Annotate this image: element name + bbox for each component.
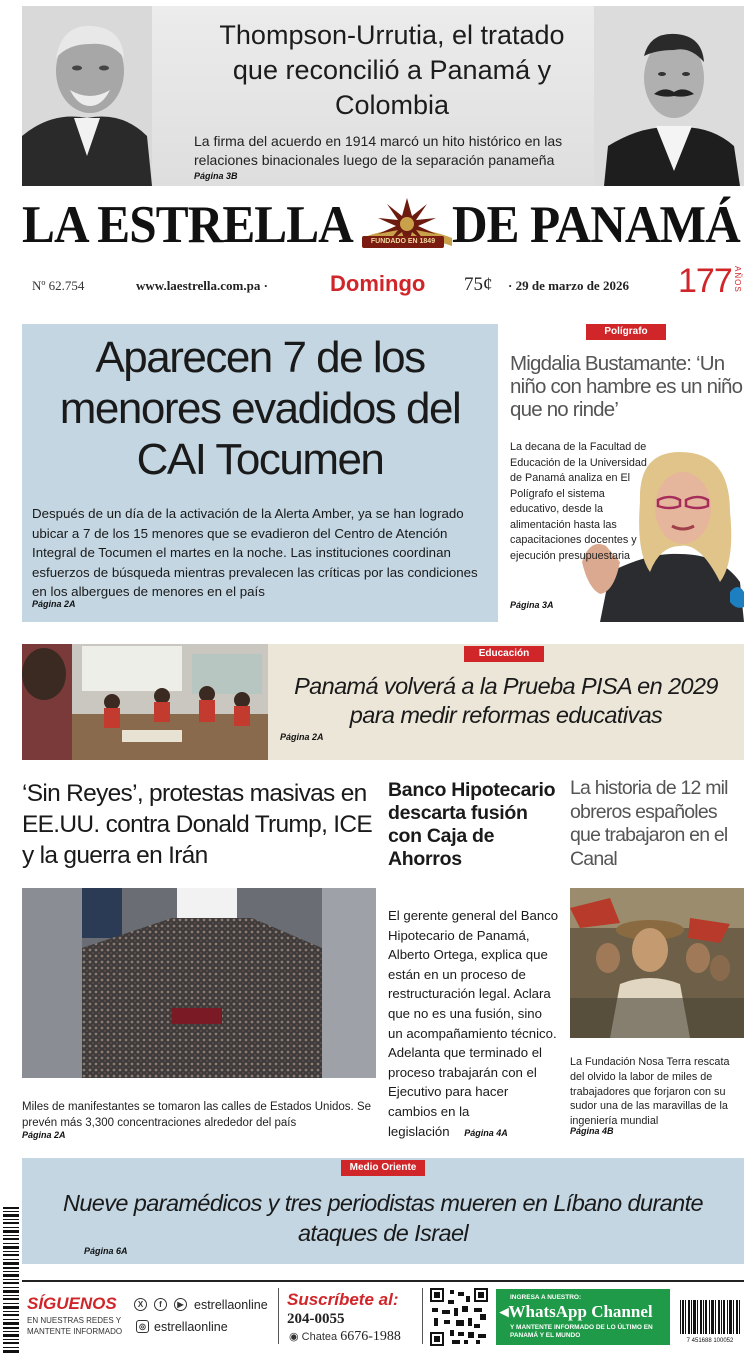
footer [22, 1280, 750, 1350]
lead-story-headline[interactable]: Aparecen 7 de los menores evadidos del CAI Tocumen [59, 333, 461, 484]
follow-us-title: SÍGUENOS [27, 1294, 117, 1313]
top-story-deck: La firma del acuerdo en 1914 marcó un hito histórico en las relaciones binacionales luego de la separación panameña [194, 133, 563, 168]
info-bar [22, 262, 744, 302]
footer-separator [422, 1288, 423, 1344]
weekday-label: Domingo [330, 271, 426, 296]
top-story-page-ref: Página 3B [194, 171, 238, 181]
banco-page-ref: Página 4A [464, 1127, 508, 1138]
medio-oriente-headline[interactable]: Nueve paramédicos y tres periodistas mueren en Líbano durante ataques de Israel [62, 1190, 704, 1246]
chat-line[interactable] [289, 1329, 401, 1345]
chat-number: 6676-1988 [340, 1329, 401, 1344]
masthead[interactable] [22, 196, 744, 254]
footer-divider [22, 1280, 744, 1282]
date-label: · 29 de marzo de 2026 [508, 278, 629, 293]
subscribe-title: Suscríbete al: [287, 1290, 399, 1309]
subscribe-phone[interactable]: 204-0055 [287, 1311, 345, 1327]
social-handle-instagram[interactable]: estrellaonline [154, 1320, 228, 1334]
masthead-title-right: DE PANAMÁ [452, 196, 740, 254]
social-handle-primary[interactable]: estrellaonline [194, 1298, 268, 1312]
poligrafo-headline[interactable]: Migdalia Bustamante: ‘Un niño con hambre es un niño que no rinde’ [510, 352, 743, 421]
educacion-section-tag: Educación [464, 646, 544, 662]
barcode-number: 7 451688 100052 [686, 1338, 734, 1344]
portrait-left-image [22, 6, 152, 186]
portrait-right-image [594, 6, 744, 186]
facebook-icon[interactable]: f [154, 1298, 167, 1311]
historia-caption: La Fundación Nosa Terra rescata del olvido la labor de miles de trabajadores que forjaron con su sudor una de las maravillas de la ingeniería mundial [570, 1056, 730, 1128]
product-barcode-icon [678, 1300, 742, 1344]
reyes-caption: Miles de manifestantes se tomaron las calles de Estados Unidos. Se prevén más 3,300 concentraciones alrededor del país [22, 1101, 372, 1129]
chat-label: Chatea [301, 1331, 338, 1343]
lead-story-page-ref: Página 2A [32, 599, 76, 609]
top-story-headline[interactable]: Thompson-Urrutia, el tratado que reconcilió a Panamá y Colombia [219, 20, 565, 120]
qr-code-icon[interactable] [430, 1288, 488, 1346]
anniversary-years: 177 [678, 262, 732, 300]
historia-headline[interactable]: La historia de 12 mil obreros españoles que trabajaron en el Canal [570, 777, 728, 870]
poligrafo-section-tag: Polígrafo [586, 324, 666, 340]
medio-oriente-story[interactable] [22, 1158, 744, 1264]
lead-story[interactable] [22, 324, 498, 622]
reyes-headline[interactable]: ‘Sin Reyes’, protestas masivas en EE.UU. contra Donald Trump, ICE y la guerra en Irán [22, 780, 373, 869]
whatsapp-channel-button[interactable] [496, 1289, 670, 1345]
top-story-banner[interactable] [22, 6, 744, 186]
reyes-page-ref: Página 2A [22, 1130, 66, 1140]
price-label: 75¢ [464, 274, 493, 295]
protest-crowd-image [22, 888, 376, 1078]
whatsapp-small-icon: ◉ [289, 1331, 302, 1343]
follow-us-subtitle: EN NUESTRAS REDES Y MANTENTE INFORMADO [27, 1316, 123, 1336]
anniversary-years-label: AÑOS [733, 266, 742, 293]
poligrafo-deck: La decana de la Facultad de Educación de la Universidad de Panamá analiza en El Polígrafo el sistema educativo, desde la alimentación hasta las capacitaciones docentes y ejecución presupuestaria [510, 441, 647, 562]
website-link[interactable]: www.laestrella.com.pa · [136, 278, 268, 293]
issue-number: Nº 62.754 [32, 278, 85, 293]
medio-oriente-section-tag: Medio Oriente [341, 1160, 425, 1176]
classroom-image [22, 644, 268, 760]
x-social-icon[interactable]: X [134, 1298, 147, 1311]
whatsapp-subtitle: Y MANTENTE INFORMADO DE LO ÚLTIMO EN PANAMÁ Y EL MUNDO [510, 1324, 653, 1339]
educacion-page-ref: Página 2A [280, 732, 324, 742]
workers-mural-image [570, 888, 744, 1038]
medio-oriente-page-ref: Página 6A [84, 1246, 128, 1256]
banco-headline[interactable]: Banco Hipotecario descarta fusión con Caja de Ahorros [388, 779, 556, 870]
poligrafo-page-ref: Página 3A [510, 600, 554, 610]
educacion-story[interactable] [22, 644, 744, 760]
historia-page-ref: Página 4B [570, 1126, 614, 1136]
side-barcode-icon [3, 1205, 19, 1355]
instagram-icon[interactable]: ◎ [136, 1320, 149, 1333]
masthead-founded-label: FUNDADO EN 1849 [362, 236, 444, 248]
whatsapp-title: ◂WhatsApp Channel [500, 1302, 653, 1321]
educacion-headline[interactable]: Panamá volverá a la Prueba PISA en 2029 para medir reformas educativas [294, 673, 718, 728]
banco-deck [388, 906, 560, 1143]
whatsapp-pretitle: INGRESA A NUESTRO: [510, 1294, 582, 1301]
masthead-title-left: LA ESTRELLA [22, 196, 353, 254]
banco-deck-text: El gerente general del Banco Hipotecario de Panamá, Alberto Ortega, explica que están en un proceso de restructuración legal. Aclara que no es una fusión, sino un acompañamiento técnico. Adelanta que terminado el proceso trabajarán con el Ejecutivo para hacer cambios en la legislación [388, 908, 559, 1139]
lead-story-deck: Después de un día de la activación de la Alerta Amber, ya se han logrado ubicar a 7 de los 15 menores que se evadieron del Centro de Atención Integral de Tocumen el martes en la noche. Las instituciones coordinan esfuerzos de búsqueda mientras prevalecen las críticas por las condiciones en los albergues de menores en el país [32, 506, 478, 600]
youtube-icon[interactable]: ▶ [174, 1298, 187, 1311]
footer-separator [278, 1288, 279, 1344]
